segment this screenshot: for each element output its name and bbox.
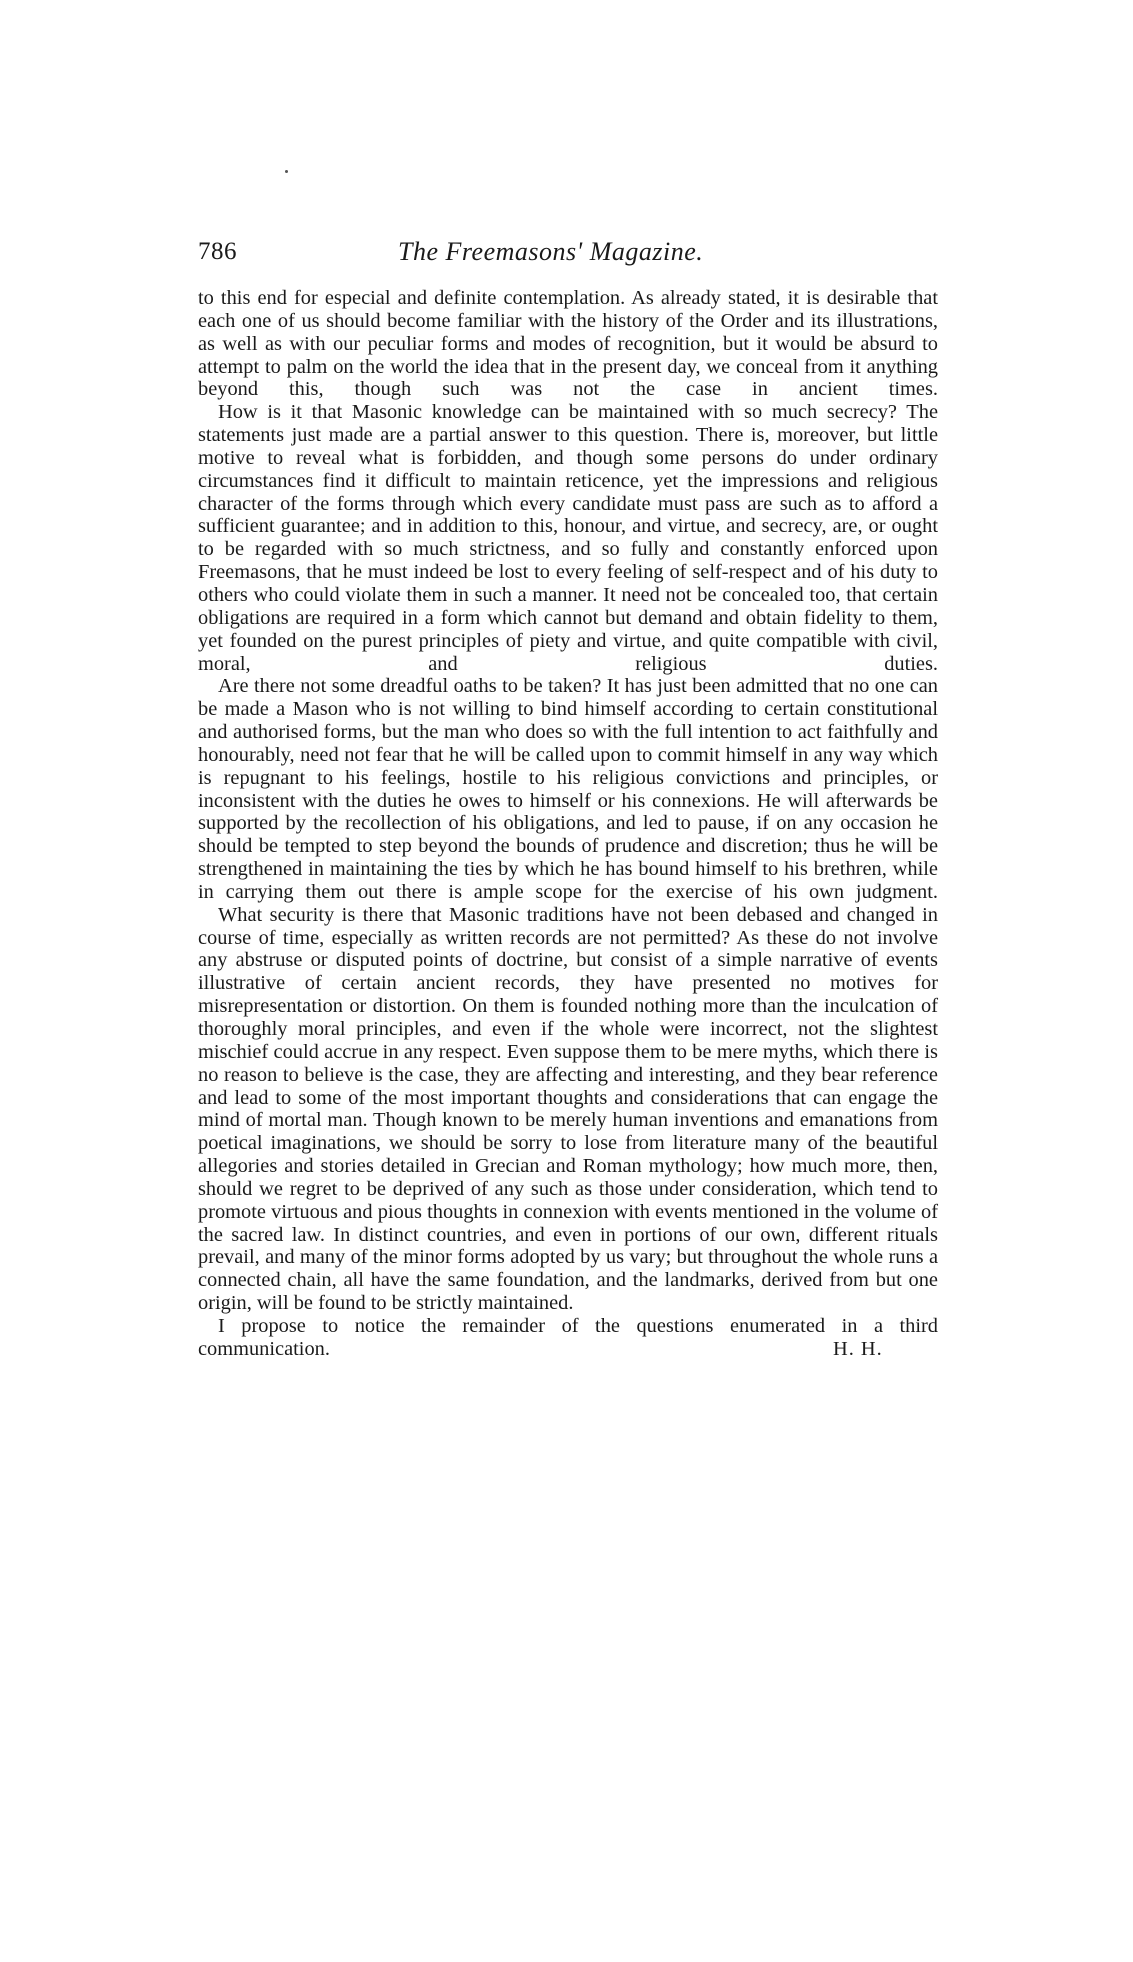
- journal-title: The Freemasons' Magazine.: [398, 237, 704, 266]
- paragraph-oaths: Are there not some dreadful oaths to be taken? It has just been admitted that no one can be made a Mason who is not willing to bind himself according to certain constitutional and authorised forms, but the man who does so with the full intention to act faithfully and honourably, need not fear that he will be called upon to commit himself in any way which is repugnant to his feelings, hostile to his religious convictions and principles, or inconsistent with the duties he owes to himself or his connexions. He will afterwards be supported by the recollection of his obligations, and led to pause, if on any occasion he should be tempted to step beyond the bounds of prudence and discretion; thus he will be strengthened in maintaining the ties by which he has bound himself to his brethren, while in carrying them out there is ample scope for the exercise of his own judgment.: [198, 675, 938, 903]
- closing-paragraph: [198, 1315, 938, 1361]
- author-signature: H. H.: [833, 1337, 883, 1360]
- paragraph-continuation: to this end for especial and definite contemplation. As already stated, it is desirable that each one of us should become familiar with the history of the Order and its illustrations, as well as with our peculiar forms and modes of recognition, but it would be absurd to attempt to palm on the world the idea that in the present day, we conceal from it anything beyond this, though such was not the case in ancient times.: [198, 287, 938, 401]
- article-body: [198, 287, 938, 1361]
- closing-text: I propose to notice the remainder of the questions enumerated in a third: [218, 1314, 938, 1337]
- paragraph-secrecy: How is it that Masonic knowledge can be maintained with so much secrecy? The statements just made are a partial answer to this question. There is, moreover, but little motive to reveal what is forbidden, and though some persons do under ordinary circumstances find it difficult to maintain reticence, yet the impressions and religious character of the forms through which every candidate must pass are such as to afford a sufficient guarantee; and in addition to this, honour, and virtue, and secrecy, are, or ought to be regarded with so much strictness, and so fully and constantly enforced upon Freemasons, that he must indeed be lost to every feeling of self-respect and of his duty to others who could violate them in such a manner. It need not be concealed too, that certain obligations are required in a form which cannot but demand and obtain fidelity to them, yet founded on the purest principles of piety and virtue, and quite compatible with civil, moral, and religious duties.: [198, 401, 938, 675]
- print-speck: [285, 170, 288, 173]
- running-head: [198, 236, 938, 276]
- closing-text-end: communication.: [198, 1337, 330, 1360]
- closing-last-line: [198, 1338, 938, 1361]
- page-number: 786: [198, 238, 237, 265]
- paragraph-traditions: What security is there that Masonic traditions have not been debased and changed in course of time, especially as written records are not permitted? As these do not involve any abstruse or disputed points of doctrine, but consist of a simple narrative of events illustrative of certain ancient records, they have presented no motives for misrepresentation or distortion. On them is founded nothing more than the inculcation of thoroughly moral principles, and even if the whole were incorrect, not the slightest mischief could accrue in any respect. Even suppose them to be mere myths, which there is no reason to believe is the case, they are affecting and interesting, and they bear reference and lead to some of the most important thoughts and considerations that can engage the mind of mortal man. Though known to be merely human inventions and emanations from poetical imaginations, we should be sorry to lose from literature many of the beautiful allegories and stories detailed in Grecian and Roman mythology; how much more, then, should we regret to be deprived of any such as those under consideration, which tend to promote virtuous and pious thoughts in connexion with events mentioned in the volume of the sacred law. In distinct countries, and even in portions of our own, different rituals prevail, and many of the minor forms adopted by us vary; but throughout the whole runs a connected chain, all have the same foundation, and the landmarks, derived from but one origin, will be found to be strictly maintained.: [198, 903, 938, 1315]
